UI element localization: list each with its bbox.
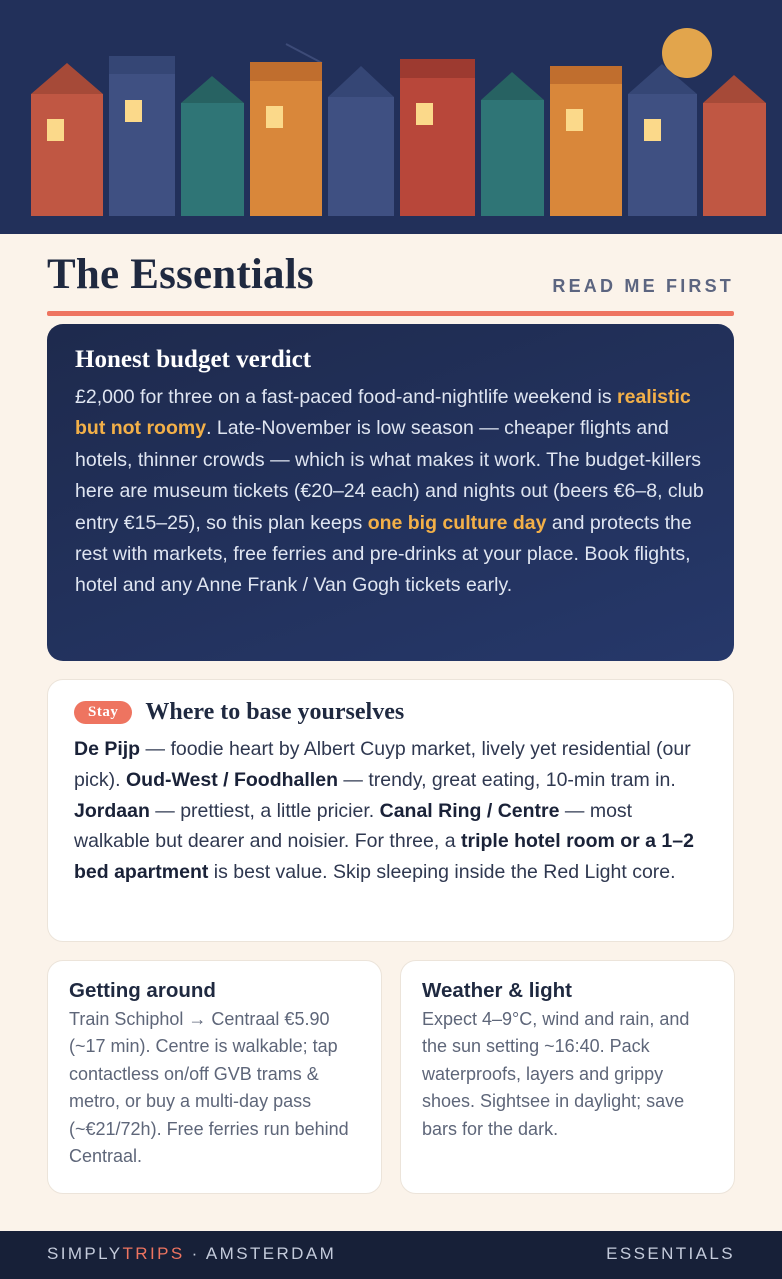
weather-title: Weather & light [422,979,572,1002]
footer [0,1231,782,1279]
house-blue-3 [628,64,697,216]
house-orange-2 [550,66,622,216]
stay-text-4: — most walkable but dearer and noisier. For three, a [74,799,633,853]
stay-text-3: — prettiest, a little pricier. [149,799,380,822]
accent-divider [47,311,734,316]
house-red-1 [31,63,103,216]
house-blue-2 [328,66,394,216]
getting-around-text: Train Schiphol → Centraal €5.90 (~17 min). Centre is walkable; tap contactless on/off GVB trams & metro, or buy a multi-day pass (~€21/72h). Free ferries run behind Centraal. [69,1009,349,1167]
area-de-pijp: De Pijp [74,738,141,760]
verdict-text-2: . Late-November is low season — cheaper flights and hotels, thinner crowds — which is what makes it work. The budget-killers here are museum tickets (€20–24 each) and nights out (beers €6–8, club entry €15–25), so this plan keeps [75,417,704,534]
house-red-3 [703,75,766,216]
hero-illustration [0,0,782,234]
verdict-highlight-1: realistic but not roomy [75,386,691,440]
stay-card-text [74,734,707,888]
canal-houses-illustration [0,0,782,234]
stay-badge: Stay [74,701,132,724]
house-teal-1 [181,76,244,216]
brand-trips: TRIPS [122,1244,185,1263]
budget-verdict-title: Honest budget verdict [75,346,312,373]
stay-card-title: Where to base yourselves [145,699,405,725]
stay-card-header [74,699,707,726]
house-blue-1 [109,56,175,216]
stay-text-2: — trendy, great eating, 10-min tram in. [337,768,676,791]
verdict-highlight-2: one big culture day [367,511,547,534]
budget-verdict-text [75,382,706,602]
stay-recommendation: triple hotel room or a 1–2 bed apartment [74,830,694,884]
weather-text: Expect 4–9°C, wind and rain, and the sun setting ~16:40. Pack waterproofs, layers and grippy shoes. Sightsee in daylight; save bars for the dark. [422,1009,690,1139]
budget-verdict-card [47,324,734,661]
area-canal-ring: Canal Ring / Centre [379,799,560,822]
verdict-text-3: and protects the rest with markets, free ferries and pre-drinks at your place. Book flights, hotel and any Anne Frank / Van Gogh tickets early. [75,511,692,597]
read-me-first-label: READ ME FIRST [552,276,734,296]
brand-simply: SIMPLY [47,1244,123,1263]
stay-text-5: is best value. Skip sleeping inside the Red Light core. [208,861,676,884]
stay-text-1: — foodie heart by Albert Cuyp market, lively yet residential (our pick). [74,738,691,791]
weather-card [400,960,735,1194]
getting-around-card [47,960,382,1194]
verdict-text-1: £2,000 for three on a fast-paced food-and-nightlife weekend is [75,386,618,408]
getting-around-title: Getting around [69,979,216,1002]
brand-city: · AMSTERDAM [184,1244,337,1263]
footer-section-label: ESSENTIALS [606,1244,735,1263]
page-title: The Essentials [47,251,314,298]
stay-card [47,679,734,942]
area-oud-west: Oud-West / Foodhallen [126,768,338,791]
house-red-2 [400,59,475,216]
footer-brand [47,1244,336,1264]
house-teal-2 [481,72,544,216]
area-jordaan: Jordaan [74,799,150,822]
house-orange-1 [250,62,322,216]
section-header [47,250,734,312]
